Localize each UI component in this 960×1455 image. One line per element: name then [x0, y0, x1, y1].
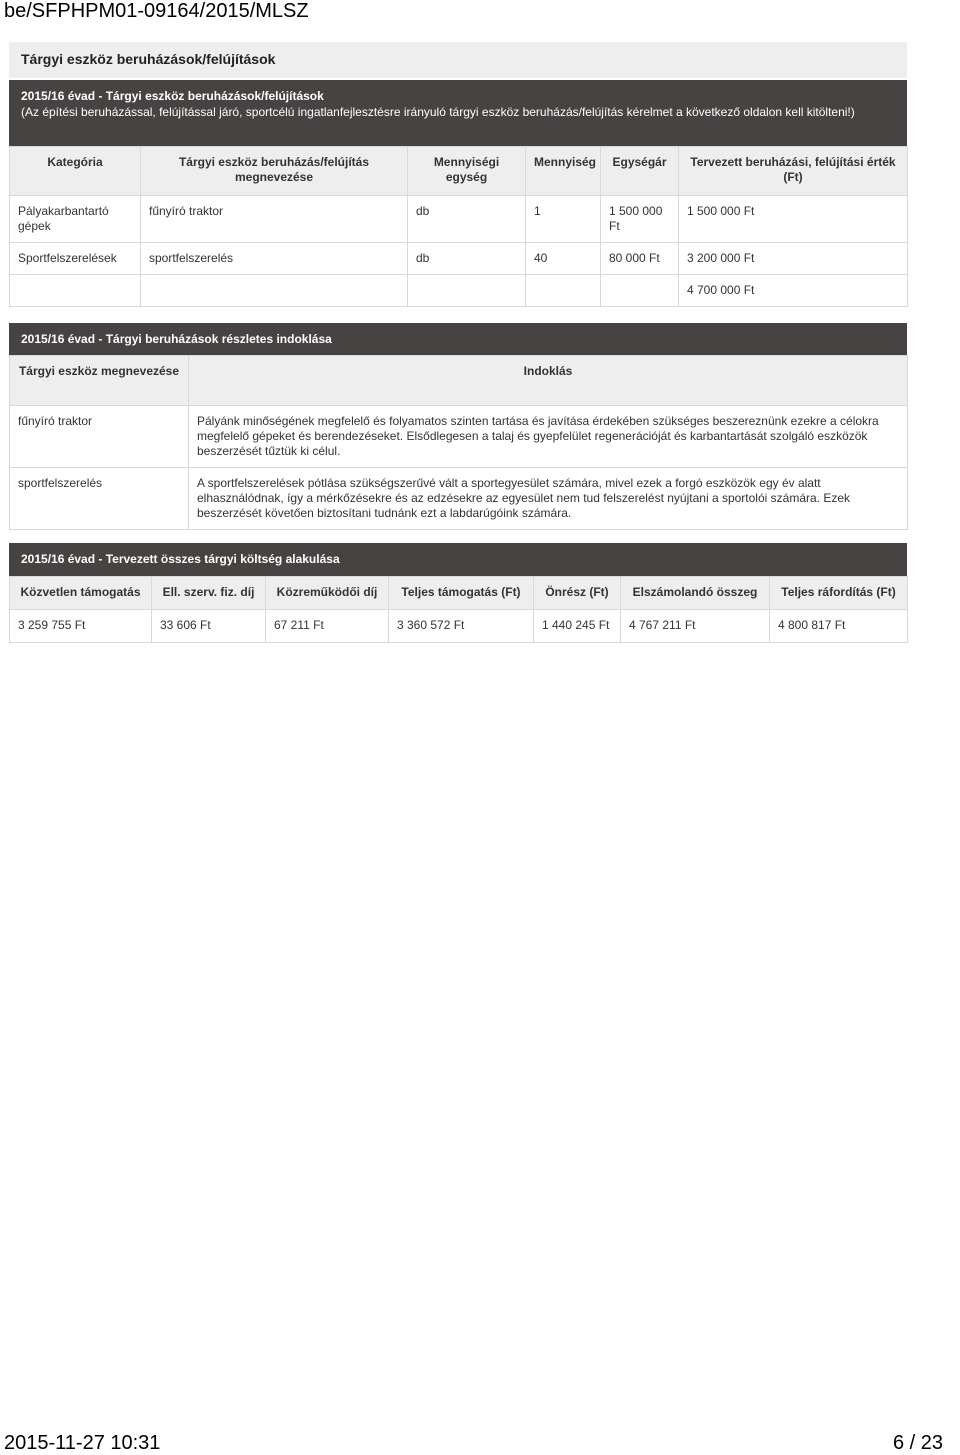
cell-own-contribution: 1 440 245 Ft [534, 610, 621, 643]
col-header: Mennyiség [526, 147, 601, 196]
assets-header-bar [9, 80, 907, 146]
col-header: Tervezett beruházási, felújítási érték (Ft) [679, 147, 908, 196]
assets-title: 2015/16 évad - Tárgyi eszköz beruházások/felújítások [21, 89, 324, 103]
cell-asset-name: sportfelszerelés [10, 468, 189, 530]
col-header: Ell. szerv. fiz. díj [152, 577, 266, 610]
cell-asset-name: fűnyíró traktor [10, 406, 189, 468]
total-row [10, 275, 908, 307]
justification-title: 2015/16 évad - Tárgyi beruházások részletes indoklása [21, 332, 332, 346]
total-value: 4 700 000 Ft [679, 275, 908, 307]
col-header: Indoklás [189, 356, 908, 406]
cell-unit-price: 80 000 Ft [601, 243, 679, 275]
cell-total-expenditure: 4 800 817 Ft [770, 610, 908, 643]
costs-header-bar [9, 543, 907, 576]
costs-title: 2015/16 évad - Tervezett összes tárgyi költség alakulása [21, 552, 340, 566]
cell-accountable-amount: 4 767 211 Ft [621, 610, 770, 643]
col-header: Teljes támogatás (Ft) [389, 577, 534, 610]
col-header: Tárgyi eszköz megnevezése [10, 356, 189, 406]
cell-category: Pályakarbantartó gépek [10, 196, 141, 243]
empty-cell [141, 275, 408, 307]
cell-quantity: 1 [526, 196, 601, 243]
table-row [10, 610, 908, 643]
costs-header-row [10, 577, 908, 610]
empty-cell [601, 275, 679, 307]
cell-name: fűnyíró traktor [141, 196, 408, 243]
table-row [10, 196, 908, 243]
cell-value: 1 500 000 Ft [679, 196, 908, 243]
empty-cell [526, 275, 601, 307]
cell-total-support: 3 360 572 Ft [389, 610, 534, 643]
footer-timestamp: 2015-11-27 10:31 [4, 1432, 161, 1454]
assets-table [9, 146, 908, 307]
col-header: Kategória [10, 147, 141, 196]
col-header: Önrész (Ft) [534, 577, 621, 610]
col-header: Tárgyi eszköz beruházás/felújítás megnevezése [141, 147, 408, 196]
empty-cell [10, 275, 141, 307]
section-title: Tárgyi eszköz beruházások/felújítások [9, 42, 907, 78]
assets-note: (Az építési beruházással, felújítással járó, sportcélú ingatlanfejlesztésre irányuló tárgyi eszköz beruházás/felújítás kérelmet a következő oldalon kell kitölteni!) [21, 105, 855, 119]
cell-direct-support: 3 259 755 Ft [10, 610, 152, 643]
col-header: Közvetlen támogatás [10, 577, 152, 610]
cell-name: sportfelszerelés [141, 243, 408, 275]
cell-category: Sportfelszerelések [10, 243, 141, 275]
col-header: Közreműködői díj [266, 577, 389, 610]
cell-unit: db [408, 196, 526, 243]
cell-unit-price: 1 500 000 Ft [601, 196, 679, 243]
empty-cell [408, 275, 526, 307]
cell-unit: db [408, 243, 526, 275]
cell-control-fee: 33 606 Ft [152, 610, 266, 643]
assets-header-row [10, 147, 908, 196]
col-header: Mennyiségi egység [408, 147, 526, 196]
document-id: be/SFPHPM01-09164/2015/MLSZ [4, 0, 309, 22]
justification-table [9, 355, 908, 530]
cell-value: 3 200 000 Ft [679, 243, 908, 275]
col-header: Elszámolandó összeg [621, 577, 770, 610]
justification-header-row [10, 356, 908, 406]
costs-table [9, 576, 908, 643]
cell-justification: A sportfelszerelések pótlása szükségszerűvé vált a sportegyesület számára, mivel ezek a forgó eszközök egy év alatt elhasználódnak, így a mérkőzésekre és az edzésekre az egyesület nem tud felszerelést nyújtani a sportolói számára. Ezek beszerzését követően biztosítani tudnánk ezt a labdarúgóink számára. [189, 468, 908, 530]
table-row [10, 468, 908, 530]
col-header: Egységár [601, 147, 679, 196]
cell-justification: Pályánk minőségének megfelelő és folyamatos szinten tartása és javítása érdekében szükséges beszereznünk ezekre a célokra megfelelő gépeket és berendezéseket. Elsődlegesen a talaj és gyepfelület regenerációját és karbantartását szolgáló eszközök beszerzését tűztük ki célul. [189, 406, 908, 468]
table-row [10, 243, 908, 275]
col-header: Teljes ráfordítás (Ft) [770, 577, 908, 610]
footer-page-number: 6 / 23 [892, 1432, 943, 1454]
cell-contributor-fee: 67 211 Ft [266, 610, 389, 643]
cell-quantity: 40 [526, 243, 601, 275]
table-row [10, 406, 908, 468]
justification-header-bar [9, 323, 907, 355]
